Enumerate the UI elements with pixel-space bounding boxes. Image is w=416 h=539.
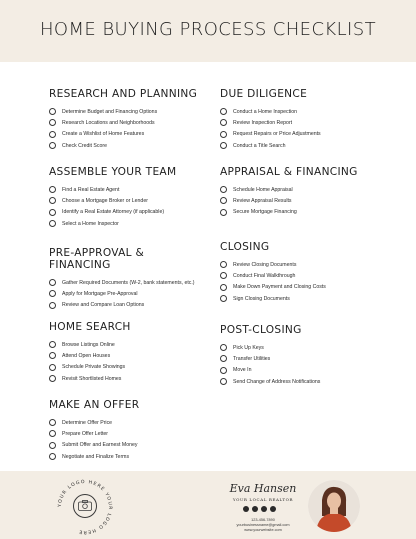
checkbox-icon[interactable] bbox=[220, 119, 227, 126]
item-label: Negotiate and Finalize Terms bbox=[62, 453, 130, 460]
checkbox-icon[interactable] bbox=[49, 430, 56, 437]
checklist-item[interactable] bbox=[220, 342, 320, 353]
checklist-item[interactable] bbox=[220, 376, 320, 387]
item-label: Attend Open Houses bbox=[62, 352, 111, 359]
email-text[interactable]: yourbusinessname@gmail.com bbox=[236, 523, 290, 527]
camera-icon bbox=[78, 500, 92, 511]
item-label: Revisit Shortlisted Homes bbox=[62, 375, 122, 382]
item-label: Sign Closing Documents bbox=[233, 295, 290, 302]
item-label: Select a Home Inspector bbox=[62, 220, 119, 227]
checkbox-icon[interactable] bbox=[49, 186, 56, 193]
phone-text: 123-456-7890 bbox=[251, 518, 275, 522]
pinterest-icon[interactable] bbox=[270, 506, 276, 512]
section-title: DUE DILIGENCE bbox=[220, 88, 308, 100]
checkbox-icon[interactable] bbox=[220, 355, 227, 362]
section-make-offer bbox=[49, 399, 139, 462]
section-appraisal-financing bbox=[220, 166, 358, 218]
item-label: Review Inspection Report bbox=[233, 119, 293, 126]
checklist-item[interactable] bbox=[220, 140, 321, 151]
checklist-item[interactable] bbox=[220, 365, 320, 376]
checklist-item[interactable] bbox=[220, 270, 326, 281]
checklist-item[interactable] bbox=[49, 195, 176, 206]
checklist-item[interactable] bbox=[220, 207, 358, 218]
checkbox-icon[interactable] bbox=[49, 341, 56, 348]
checklist-item[interactable] bbox=[49, 129, 197, 140]
checklist-item[interactable] bbox=[220, 195, 358, 206]
item-label: Transfer Utilities bbox=[233, 355, 271, 362]
logo-placeholder bbox=[55, 477, 115, 537]
checkbox-icon[interactable] bbox=[49, 352, 56, 359]
section-research-planning bbox=[49, 88, 197, 151]
item-label: Determine Budget and Financing Options bbox=[62, 108, 158, 115]
checklist-item[interactable] bbox=[49, 218, 176, 229]
page-title: HOME BUYING PROCESS CHECKLIST bbox=[40, 19, 376, 40]
checkbox-icon[interactable] bbox=[49, 142, 56, 149]
item-label: Apply for Mortgage Pre-Approval bbox=[62, 290, 138, 297]
checklist-item[interactable] bbox=[49, 350, 131, 361]
checklist-item[interactable] bbox=[49, 277, 195, 288]
checkbox-icon[interactable] bbox=[220, 295, 227, 302]
checklist-item[interactable] bbox=[220, 106, 321, 117]
checkbox-icon[interactable] bbox=[220, 186, 227, 193]
checklist-item[interactable] bbox=[220, 293, 326, 304]
section-home-search bbox=[49, 321, 131, 384]
checkbox-icon[interactable] bbox=[220, 367, 227, 374]
item-label: Move In bbox=[233, 367, 252, 374]
agent-photo bbox=[308, 480, 360, 532]
checklist-item[interactable] bbox=[49, 339, 131, 350]
checkbox-icon[interactable] bbox=[49, 364, 56, 371]
checkbox-icon[interactable] bbox=[49, 108, 56, 115]
item-label: Schedule Home Appraisal bbox=[233, 186, 293, 193]
checklist-item[interactable] bbox=[49, 428, 139, 439]
checkbox-icon[interactable] bbox=[49, 220, 56, 227]
checkbox-icon[interactable] bbox=[49, 290, 56, 297]
agent-signature: Eva Hansen bbox=[229, 482, 297, 495]
checklist-item[interactable] bbox=[220, 353, 320, 364]
section-title-line1: PRE-APPROVAL & bbox=[49, 247, 145, 259]
item-label: Determine Offer Price bbox=[62, 419, 113, 426]
item-label: Browse Listings Online bbox=[62, 341, 115, 348]
checkbox-icon[interactable] bbox=[49, 442, 56, 449]
checkbox-icon[interactable] bbox=[49, 119, 56, 126]
section-title: RESEARCH AND PLANNING bbox=[49, 88, 198, 100]
section-title: MAKE AN OFFER bbox=[49, 399, 140, 411]
section-title: APPRAISAL & FINANCING bbox=[220, 166, 358, 178]
checkbox-icon[interactable] bbox=[49, 453, 56, 460]
item-label: Send Change of Address Notifications bbox=[233, 378, 321, 385]
checklist-item[interactable] bbox=[220, 184, 358, 195]
section-title-line2: FINANCING bbox=[49, 259, 111, 271]
item-label: Check Credit Score bbox=[62, 142, 107, 149]
checklist-item[interactable] bbox=[49, 373, 131, 384]
item-label: Choose a Mortgage Broker or Lender bbox=[62, 197, 148, 204]
logo-text: YOUR LOGO HERE YOUR LOGO HERE bbox=[57, 479, 113, 535]
checklist-item[interactable] bbox=[49, 362, 131, 373]
checklist-item[interactable] bbox=[49, 140, 197, 151]
item-label: Prepare Offer Letter bbox=[62, 430, 109, 437]
checkbox-icon[interactable] bbox=[49, 279, 56, 286]
checklist-item[interactable] bbox=[49, 300, 195, 311]
checklist-item[interactable] bbox=[49, 288, 195, 299]
section-title: CLOSING bbox=[220, 241, 270, 253]
checklist-item[interactable] bbox=[220, 282, 326, 293]
checkbox-icon[interactable] bbox=[49, 131, 56, 138]
agent-role: YOUR LOCAL REALTOR bbox=[232, 497, 294, 502]
item-label: Pick Up Keys bbox=[233, 344, 264, 351]
checkbox-icon[interactable] bbox=[49, 197, 56, 204]
checkbox-icon[interactable] bbox=[220, 197, 227, 204]
section-pre-approval bbox=[49, 247, 195, 311]
section-due-diligence bbox=[220, 88, 321, 151]
social-icons bbox=[243, 506, 276, 512]
checkbox-icon[interactable] bbox=[220, 209, 227, 216]
item-label: Request Repairs or Price Adjustments bbox=[233, 131, 321, 138]
instagram-icon[interactable] bbox=[243, 506, 249, 512]
checkbox-icon[interactable] bbox=[49, 419, 56, 426]
item-label: Review Closing Documents bbox=[233, 261, 297, 268]
checkbox-icon[interactable] bbox=[220, 131, 227, 138]
checklist-item[interactable] bbox=[49, 106, 197, 117]
item-label: Identify a Real Estate Attorney (if applicable) bbox=[62, 209, 165, 216]
checkbox-icon[interactable] bbox=[220, 261, 227, 268]
item-label: Review Appraisal Results bbox=[233, 197, 292, 204]
checklist-item[interactable] bbox=[49, 184, 176, 195]
item-label: Review and Compare Loan Options bbox=[62, 302, 145, 309]
item-label: Conduct a Home Inspection bbox=[233, 108, 298, 115]
checkbox-icon[interactable] bbox=[220, 142, 227, 149]
section-title: HOME SEARCH bbox=[49, 321, 131, 333]
item-label: Make Down Payment and Closing Costs bbox=[233, 284, 326, 291]
item-label: Schedule Private Showings bbox=[62, 364, 126, 371]
section-title: ASSEMBLE YOUR TEAM bbox=[49, 166, 177, 178]
item-label: Conduct a Title Search bbox=[233, 142, 286, 149]
section-title: POST-CLOSING bbox=[220, 324, 302, 336]
checkbox-icon[interactable] bbox=[49, 302, 56, 309]
checklist-item[interactable] bbox=[220, 129, 321, 140]
checkbox-icon[interactable] bbox=[220, 108, 227, 115]
section-closing bbox=[220, 241, 326, 304]
checklist-item[interactable] bbox=[49, 451, 139, 462]
checkbox-icon[interactable] bbox=[220, 344, 227, 351]
checklist-item[interactable] bbox=[49, 117, 197, 128]
checklist-item[interactable] bbox=[220, 117, 321, 128]
facebook-icon[interactable] bbox=[252, 506, 258, 512]
checkbox-icon[interactable] bbox=[220, 284, 227, 291]
contact-info bbox=[228, 518, 298, 533]
item-label: Secure Mortgage Financing bbox=[233, 209, 297, 216]
checklist-item[interactable] bbox=[220, 259, 326, 270]
checkbox-icon[interactable] bbox=[220, 272, 227, 279]
item-label: Find a Real Estate Agent bbox=[62, 186, 120, 193]
section-assemble-team bbox=[49, 166, 176, 229]
checkbox-icon[interactable] bbox=[49, 375, 56, 382]
checklist-item[interactable] bbox=[49, 440, 139, 451]
item-label: Conduct Final Walkthrough bbox=[233, 272, 296, 279]
website-text[interactable]: www.yourwebsite.com bbox=[244, 528, 282, 532]
item-label: Gather Required Documents (W-2, bank statements, etc.) bbox=[62, 279, 195, 286]
checklist-item[interactable] bbox=[49, 207, 176, 218]
checklist-item[interactable] bbox=[49, 417, 139, 428]
checkbox-icon[interactable] bbox=[49, 209, 56, 216]
checkbox-icon[interactable] bbox=[220, 378, 227, 385]
section-post-closing bbox=[220, 324, 320, 387]
item-label: Research Locations and Neighborhoods bbox=[62, 119, 155, 126]
item-label: Create a Wishlist of Home Features bbox=[62, 131, 145, 138]
item-label: Submit Offer and Earnest Money bbox=[62, 442, 138, 449]
linkedin-icon[interactable] bbox=[261, 506, 267, 512]
